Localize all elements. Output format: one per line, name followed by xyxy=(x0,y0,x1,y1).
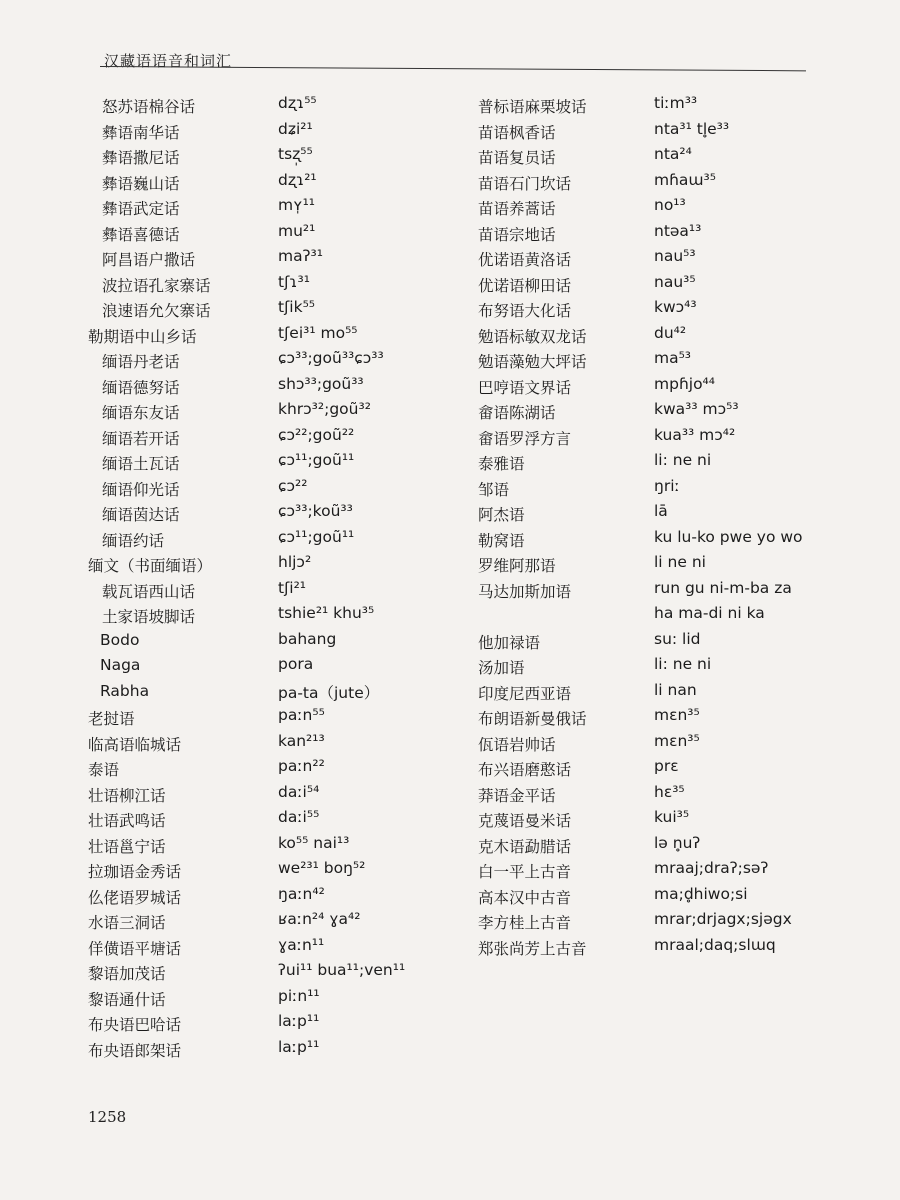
entry-row xyxy=(88,167,478,193)
word-form: nta²⁴ xyxy=(654,145,692,163)
entry-row xyxy=(478,906,868,932)
word-form: ŋriː xyxy=(654,476,680,495)
language-name: 佯僙语平塘话 xyxy=(88,939,182,958)
word-form: ku lu-ko pwe yo wo xyxy=(654,527,803,546)
language-name: 白一平上古音 xyxy=(478,863,572,881)
word-form: run gu ni-m-ba za xyxy=(654,578,792,597)
language-name: 印度尼西亚语 xyxy=(478,684,572,703)
language-name: 壮语柳江话 xyxy=(88,786,166,805)
language-name: 巴哼语文界话 xyxy=(478,378,572,397)
left-column xyxy=(88,90,478,1059)
language-name: 李方桂上古音 xyxy=(478,914,572,932)
language-name: 邹语 xyxy=(478,480,510,499)
word-form: dʐɿ²¹ xyxy=(278,170,317,189)
entry-row xyxy=(478,830,868,856)
word-form: paːn⁵⁵ xyxy=(278,706,325,724)
word-form: kan²¹³ xyxy=(278,731,325,750)
entry-row xyxy=(478,218,868,244)
language-name: 浪速语允欠寨话 xyxy=(102,302,211,320)
word-form: paːn²² xyxy=(278,757,325,775)
word-form: ko⁵⁵ nai¹³ xyxy=(278,833,350,852)
language-name: 仫佬语罗城话 xyxy=(88,888,182,907)
word-form: tʃɿ³¹ xyxy=(278,272,310,291)
language-name: Bodo xyxy=(100,630,140,649)
entry-row xyxy=(88,651,478,677)
word-form: dʐɿ⁵⁵ xyxy=(278,94,317,112)
language-name: 罗维阿那语 xyxy=(478,557,556,575)
entry-row xyxy=(88,345,478,371)
language-name: 缅语丹老话 xyxy=(102,353,180,371)
language-name: 优诺语黄洛话 xyxy=(478,251,572,269)
word-form: ɕɔ³³;koũ³³ xyxy=(278,502,353,520)
word-form: du⁴² xyxy=(654,323,687,342)
entry-row xyxy=(478,167,868,193)
entry-row xyxy=(478,728,868,754)
entry-row xyxy=(478,549,868,575)
language-name: 汤加语 xyxy=(478,659,525,677)
entry-row xyxy=(478,473,868,499)
entry-row xyxy=(88,932,478,958)
language-name: 彝语巍山话 xyxy=(102,174,180,193)
entry-row xyxy=(88,753,478,779)
word-form: mʏ̩¹¹ xyxy=(278,196,315,214)
entry-row xyxy=(88,422,478,448)
language-name: 拉珈语金秀话 xyxy=(88,863,182,881)
entry-row xyxy=(478,192,868,218)
word-form: lā xyxy=(654,502,668,520)
entry-row xyxy=(88,702,478,728)
language-name: 高本汉中古音 xyxy=(478,888,572,907)
language-name: 壮语邕宁话 xyxy=(88,837,166,856)
entry-row xyxy=(88,269,478,295)
word-form: su: lid xyxy=(654,629,701,648)
language-name: 缅语土瓦话 xyxy=(102,455,180,473)
language-name: 临高语临城话 xyxy=(88,735,182,754)
word-form: nta³¹ tl̥e³³ xyxy=(654,119,730,138)
word-form: mpɦjo⁴⁴ xyxy=(654,374,715,393)
language-name: 载瓦语西山话 xyxy=(102,582,196,601)
language-name: 布朗语新曼俄话 xyxy=(478,710,587,728)
word-form: nau³⁵ xyxy=(654,272,696,291)
language-name: 布努语大化话 xyxy=(478,302,572,320)
word-form: tsʐ̩⁵⁵ xyxy=(278,145,313,163)
language-name: 彝语喜德话 xyxy=(102,225,180,244)
word-form: tshie²¹ khu³⁵ xyxy=(278,604,375,622)
word-form: khrɔ³²;goũ³² xyxy=(278,400,371,418)
language-name: 泰雅语 xyxy=(478,455,525,473)
word-form: li nan xyxy=(654,680,697,699)
language-name: 彝语南华话 xyxy=(102,123,180,142)
entry-row xyxy=(478,626,868,652)
entry-row xyxy=(478,753,868,779)
entry-row xyxy=(88,728,478,754)
language-name: 水语三洞话 xyxy=(88,914,166,932)
entry-row xyxy=(478,294,868,320)
language-name: 缅语仰光话 xyxy=(102,480,180,499)
entry-row xyxy=(88,881,478,907)
word-form: mrar;drjagx;sjəgx xyxy=(654,910,792,928)
language-name: 缅文（书面缅语） xyxy=(88,557,213,575)
entry-row xyxy=(88,116,478,142)
word-form: ʁaːn²⁴ ɣa⁴² xyxy=(278,910,361,928)
word-form: ŋaːn⁴² xyxy=(278,884,325,903)
word-form: ɕɔ²² xyxy=(278,476,308,495)
entry-row xyxy=(478,116,868,142)
word-form: mraaj;draʔ;səʔ xyxy=(654,859,769,877)
entry-row xyxy=(478,447,868,473)
entry-row xyxy=(478,575,868,601)
entry-row xyxy=(88,498,478,524)
entry-row xyxy=(478,932,868,958)
entry-row xyxy=(478,320,868,346)
entry-row xyxy=(88,90,478,116)
word-form: daːi⁵⁵ xyxy=(278,808,320,826)
word-form: pa-ta（jute） xyxy=(278,683,380,702)
word-form: nau⁵³ xyxy=(654,247,696,265)
language-name: 他加禄语 xyxy=(478,633,541,652)
entry-row xyxy=(478,90,868,116)
language-name: 怒苏语棉谷话 xyxy=(102,98,196,116)
entry-row xyxy=(88,957,478,983)
language-name: 勉语标敏双龙话 xyxy=(478,327,587,346)
entry-row xyxy=(478,702,868,728)
word-form: shɔ³³;goũ³³ xyxy=(278,374,364,393)
word-form: li: ne ni xyxy=(654,451,712,469)
language-name: 普标语麻栗坡话 xyxy=(478,98,587,116)
entry-row xyxy=(478,498,868,524)
word-form: laːp¹¹ xyxy=(278,1037,320,1056)
word-form: ntəa¹³ xyxy=(654,221,702,240)
word-form: hljɔ² xyxy=(278,553,312,571)
word-form: dʑi²¹ xyxy=(278,119,313,138)
entry-row xyxy=(478,243,868,269)
language-name: 苗语石门坎话 xyxy=(478,174,572,193)
language-name: 克蔑语曼米话 xyxy=(478,812,572,830)
language-name: 阿昌语户撒话 xyxy=(102,251,196,269)
entry-row xyxy=(478,881,868,907)
word-form: ɕɔ¹¹;goũ¹¹ xyxy=(278,451,355,469)
word-form: kwa³³ mɔ⁵³ xyxy=(654,400,739,418)
entry-row xyxy=(478,855,868,881)
page-number: 1258 xyxy=(88,1108,127,1126)
language-name: 佤语岩帅话 xyxy=(478,735,556,754)
entry-row xyxy=(478,345,868,371)
language-name: 波拉语孔家寨话 xyxy=(102,276,211,295)
language-name: 优诺语柳田话 xyxy=(478,276,572,295)
entry-row xyxy=(88,243,478,269)
entry-row xyxy=(88,396,478,422)
language-name: 缅语茵达话 xyxy=(102,506,180,524)
entry-row xyxy=(88,600,478,626)
word-form: mɦaɯ³⁵ xyxy=(654,170,716,189)
entry-row xyxy=(478,371,868,397)
word-form: ɕɔ¹¹;goũ¹¹ xyxy=(278,527,355,546)
word-form: pora xyxy=(278,655,314,673)
entry-row xyxy=(478,269,868,295)
entry-row xyxy=(88,677,478,703)
language-name: 苗语复员话 xyxy=(478,149,556,167)
language-name: 郑张尚芳上古音 xyxy=(478,939,587,958)
language-name: 土家语坡脚话 xyxy=(102,608,196,626)
entry-row xyxy=(478,677,868,703)
word-form: tʃei³¹ mo⁵⁵ xyxy=(278,323,358,342)
word-form: bahang xyxy=(278,629,337,648)
entry-row xyxy=(88,855,478,881)
entry-row xyxy=(478,779,868,805)
entry-row xyxy=(88,549,478,575)
word-form: mɛn³⁵ xyxy=(654,731,700,750)
word-form: daːi⁵⁴ xyxy=(278,782,320,801)
word-form: no¹³ xyxy=(654,196,686,214)
word-form: lə n̥uʔ xyxy=(654,833,701,852)
language-name: 布央语巴哈话 xyxy=(88,1016,182,1034)
word-form: tʃik⁵⁵ xyxy=(278,298,315,316)
word-form: laːp¹¹ xyxy=(278,1012,320,1030)
word-form: mraal;daq;slɯq xyxy=(654,935,776,954)
word-form: ma⁵³ xyxy=(654,349,692,367)
language-name: 勒窝语 xyxy=(478,531,525,550)
entry-row xyxy=(478,651,868,677)
language-name: Naga xyxy=(100,656,141,674)
language-name: 克木语勐腊话 xyxy=(478,837,572,856)
word-form: li ne ni xyxy=(654,553,706,571)
language-name: 勒期语中山乡话 xyxy=(88,327,197,346)
entry-row xyxy=(478,422,868,448)
language-name: 黎语加茂话 xyxy=(88,965,166,983)
language-name: 缅语若开话 xyxy=(102,429,180,448)
entry-row xyxy=(88,447,478,473)
language-name: 畲语罗浮方言 xyxy=(478,429,572,448)
language-name: 缅语约话 xyxy=(102,531,165,550)
language-name: 泰语 xyxy=(88,761,120,779)
right-column xyxy=(478,90,868,957)
language-name: 缅语德努话 xyxy=(102,378,180,397)
word-form: maʔ³¹ xyxy=(278,247,323,265)
entry-row xyxy=(478,524,868,550)
word-form: ma;d̥hiwo;si xyxy=(654,884,748,903)
language-name: 老挝语 xyxy=(88,710,135,728)
language-name: 阿杰语 xyxy=(478,506,525,524)
language-name: 彝语撒尼话 xyxy=(102,149,180,167)
entry-row xyxy=(478,600,868,626)
word-form: ɕɔ²²;goũ²² xyxy=(278,425,355,444)
entry-row xyxy=(88,371,478,397)
entry-row xyxy=(88,983,478,1009)
word-form: mɛn³⁵ xyxy=(654,706,700,724)
entry-row xyxy=(88,779,478,805)
entry-row xyxy=(88,294,478,320)
entry-row xyxy=(478,804,868,830)
entry-row xyxy=(478,141,868,167)
entry-row xyxy=(88,804,478,830)
entry-row xyxy=(88,141,478,167)
language-name: 莽语金平话 xyxy=(478,786,556,805)
word-form: we²³¹ boŋ⁵² xyxy=(278,859,366,877)
word-form: ɕɔ³³;goũ³³ɕɔ³³ xyxy=(278,349,384,367)
language-name: 黎语通什话 xyxy=(88,990,166,1009)
word-form: hɛ³⁵ xyxy=(654,782,685,801)
word-form: kwɔ⁴³ xyxy=(654,298,697,316)
word-form: tiːm³³ xyxy=(654,94,698,112)
word-form: mu²¹ xyxy=(278,221,316,240)
word-form: tʃi²¹ xyxy=(278,578,307,597)
language-name: 壮语武鸣话 xyxy=(88,812,166,830)
word-form: prɛ xyxy=(654,757,679,775)
entry-row xyxy=(88,575,478,601)
language-name: 彝语武定话 xyxy=(102,200,180,218)
word-form: ɣaːn¹¹ xyxy=(278,935,325,954)
language-name: 勉语藻勉大坪话 xyxy=(478,353,587,371)
language-name: 马达加斯加语 xyxy=(478,582,572,601)
language-name: 缅语东友话 xyxy=(102,404,180,422)
entry-row xyxy=(88,1008,478,1034)
language-name: 布兴语磨憨话 xyxy=(478,761,572,779)
language-name: 苗语枫香话 xyxy=(478,123,556,142)
language-name: 畲语陈湖话 xyxy=(478,404,556,422)
entry-row xyxy=(478,396,868,422)
word-form: li: ne ni xyxy=(654,655,712,673)
word-form: piːn¹¹ xyxy=(278,986,320,1005)
word-form: ʔui¹¹ bua¹¹;ven¹¹ xyxy=(278,961,406,979)
entry-row xyxy=(88,626,478,652)
running-header: 汉藏语语音和词汇 xyxy=(104,52,233,70)
word-form: kua³³ mɔ⁴² xyxy=(654,425,736,444)
entry-row xyxy=(88,320,478,346)
entry-row xyxy=(88,218,478,244)
entry-row xyxy=(88,192,478,218)
entry-row xyxy=(88,1034,478,1060)
language-name: 苗语宗地话 xyxy=(478,225,556,244)
word-form: kui³⁵ xyxy=(654,808,690,826)
language-name: Rabha xyxy=(100,681,150,700)
entry-row xyxy=(88,473,478,499)
language-name: 苗语养蒿话 xyxy=(478,200,556,218)
entry-row xyxy=(88,524,478,550)
word-form: ha ma-di ni ka xyxy=(654,604,765,622)
entry-row xyxy=(88,830,478,856)
language-name: 布央语郎架话 xyxy=(88,1041,182,1060)
entry-row xyxy=(88,906,478,932)
